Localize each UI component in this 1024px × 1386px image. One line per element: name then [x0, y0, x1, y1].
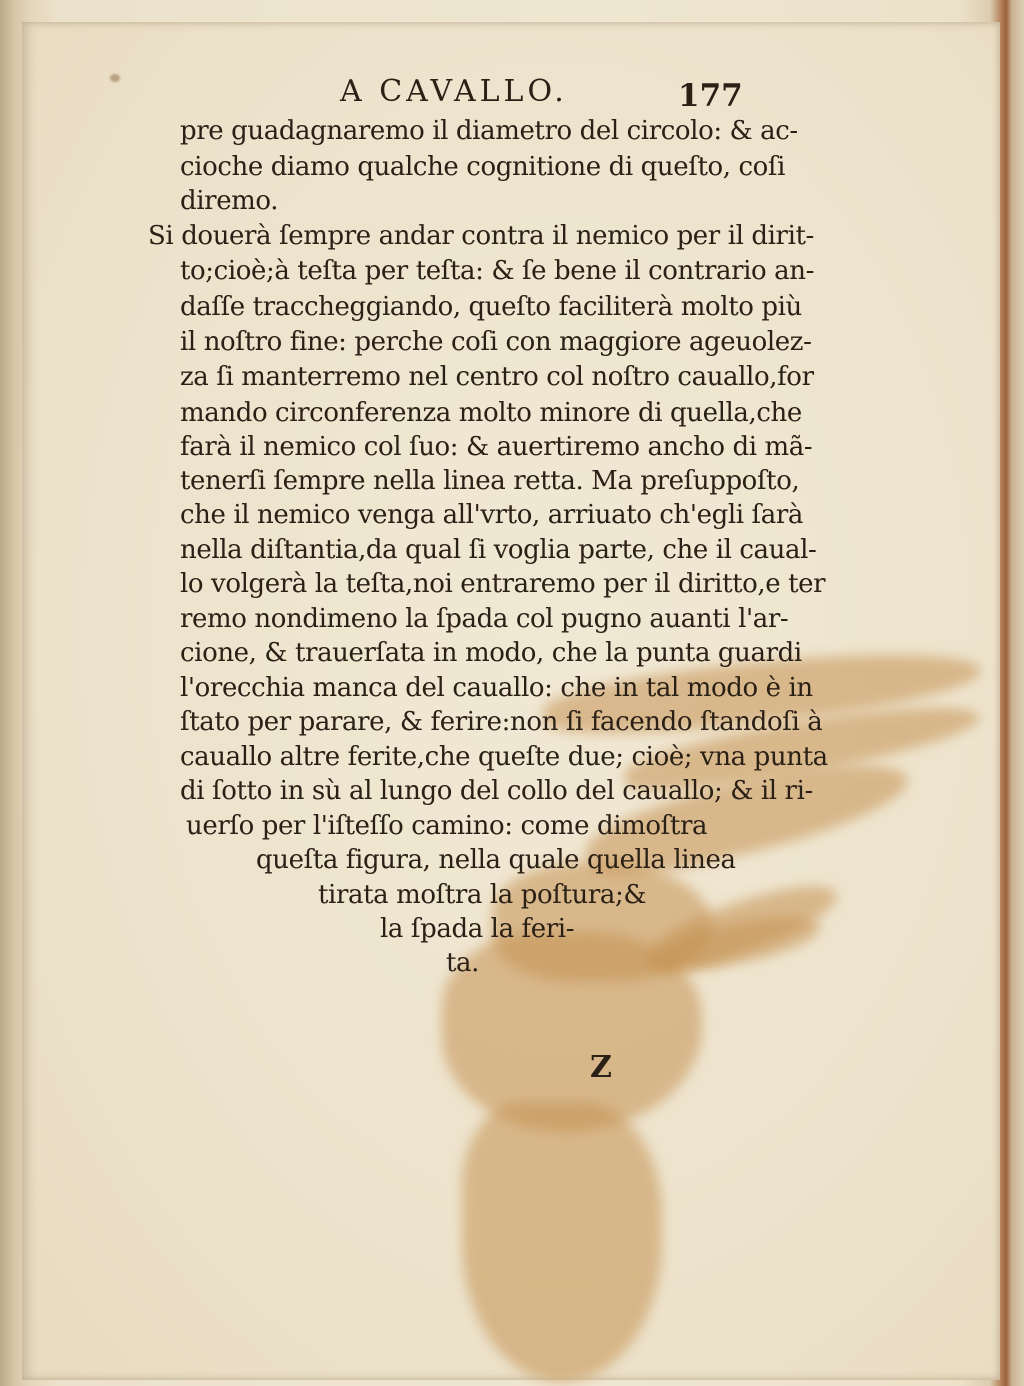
body-line: cione, & trauerſata in modo, che la punta guardi	[180, 638, 802, 668]
signature-mark: Z	[590, 1050, 612, 1085]
body-line: lo volgerà la teſta,noi entraremo per il diritto,e ter	[180, 569, 826, 599]
body-line: di ſotto in sù al lungo del collo del cauallo; & il ri-	[180, 776, 813, 806]
body-line: ſtato per parare, & ferire:non ſi facendo ſtandoſi à	[180, 707, 823, 737]
page-number: 177	[678, 78, 743, 114]
body-line: il noſtro fine: perche coſi con maggiore ageuolez-	[180, 327, 812, 357]
body-line: uerſo per l'iſteſſo camino: come dimoſtra	[186, 811, 708, 841]
body-line: pre guadagnaremo il diametro del circolo: & ac-	[180, 116, 798, 146]
body-line: tenerſi ſempre nella linea retta. Ma preſuppoſto,	[180, 466, 800, 496]
body-line: cioche diamo qualche cognitione di queſto, coſi	[180, 152, 786, 182]
body-line: cauallo altre ferite,che queſte due; cioè; vna punta	[180, 742, 828, 772]
water-stain	[462, 1102, 662, 1382]
body-line: mando circonferenza molto minore di quella,che	[180, 398, 802, 428]
body-line: daſſe traccheggiando, queſto faciliterà molto più	[180, 292, 802, 322]
ink-speck	[110, 74, 120, 82]
body-line: l'orecchia manca del cauallo: che in tal modo è in	[180, 673, 813, 703]
body-line: nella diſtantia,da qual ſi voglia parte, che il caual-	[180, 535, 817, 565]
body-line: ta.	[446, 948, 480, 978]
body-line: to;cioè;à teſta per teſta: & ſe bene il contrario an-	[180, 256, 814, 286]
body-line: tirata moſtra la poſtura;&	[318, 880, 647, 910]
body-line: za ſi manterremo nel centro col noſtro cauallo,for	[180, 362, 814, 392]
body-line: la ſpada la feri-	[380, 914, 575, 944]
body-line: diremo.	[180, 186, 279, 216]
body-line: remo nondimeno la ſpada col pugno auanti l'ar-	[180, 604, 789, 634]
body-line: farà il nemico col ſuo: & auertiremo ancho di mã-	[180, 432, 813, 462]
body-line: che il nemico venga all'vrto, arriuato ch'egli ſarà	[180, 500, 804, 530]
body-line: Si douerà ſempre andar contra il nemico per il dirit-	[148, 221, 814, 251]
running-title: A CAVALLO.	[340, 74, 568, 109]
body-line: queſta figura, nella quale quella linea	[256, 845, 736, 875]
